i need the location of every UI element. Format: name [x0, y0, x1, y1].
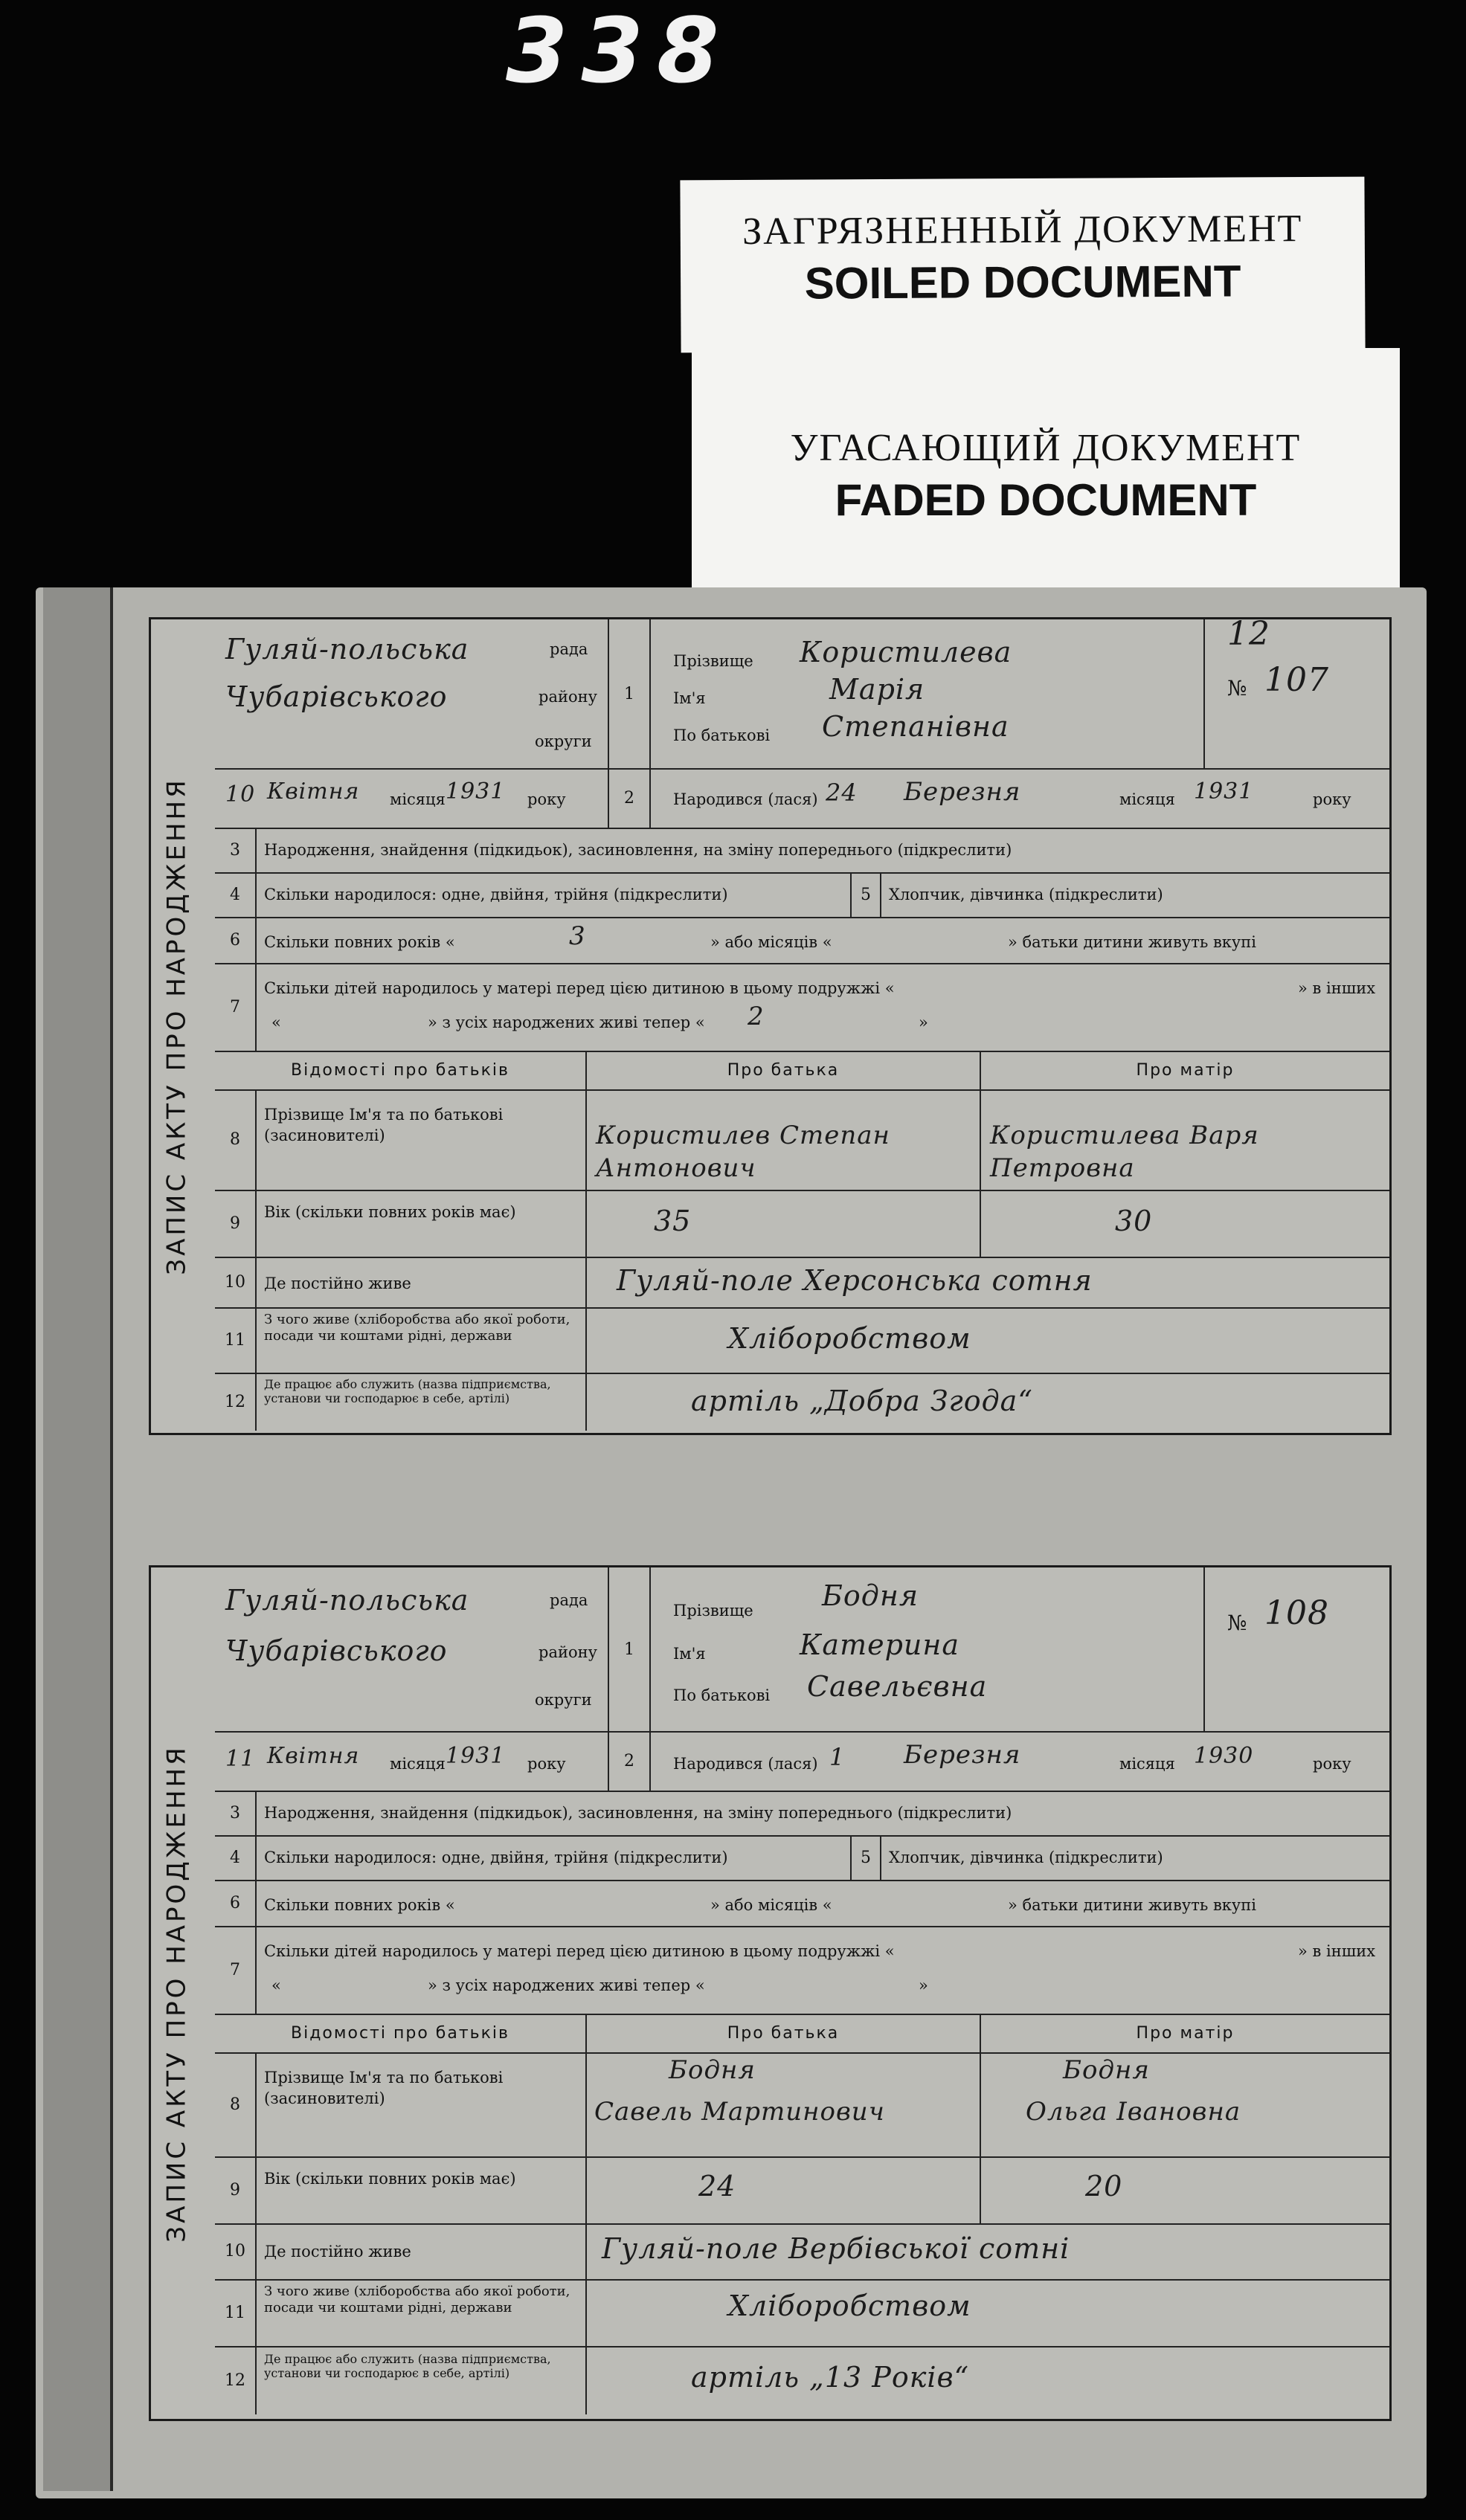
birth-type-text: Народження, знайдення (підкидьок), засиновлення, на зміну попереднього (підкреслити) [264, 841, 1012, 859]
registration-date-row [215, 1731, 1389, 1792]
name-label: Ім'я [673, 689, 706, 707]
month-label: місяця [390, 1755, 446, 1773]
parent-age-label: Вік (скільки повних років має) [257, 1190, 587, 1257]
rada-label: рада [550, 640, 588, 658]
parents-header-row [215, 1051, 1389, 1091]
field-number-9: 9 [215, 2156, 257, 2223]
multiplicity-text: Скільки народилося: одне, двійня, трійня (підкреслити) [257, 1835, 852, 1880]
field-number-7: 7 [215, 1926, 257, 2014]
field-number-2: 2 [609, 1731, 651, 1791]
row-10 [215, 1257, 1389, 1309]
surname-value: Бодня [822, 1579, 919, 1612]
row-4-5 [215, 1835, 1389, 1881]
surname-value: Користилева [800, 636, 1012, 668]
field-number-2: 2 [609, 768, 651, 828]
raion-label: району [539, 688, 597, 706]
father-header: Про батька [587, 1051, 981, 1089]
mother-header: Про матір [1136, 1060, 1235, 1080]
row7-text-c: « [271, 1014, 281, 1031]
field-number-5: 5 [852, 872, 881, 917]
okrug-label: округи [535, 1691, 592, 1709]
reg-year: 1931 [446, 779, 506, 805]
row7-text-a: Скільки дітей народилось у матері перед цією дитиною в цьому подружжі « [264, 1942, 895, 1960]
field-number-11: 11 [215, 1307, 257, 1373]
field-number-4: 4 [215, 872, 257, 917]
row6-text-b: » або місяців « [710, 933, 832, 951]
born-label: Народився (лася) [673, 1755, 818, 1773]
registration-date-cell [215, 768, 609, 828]
residence-label: Де постійно живе [257, 2223, 587, 2279]
number-label: № [1227, 1611, 1247, 1635]
row-7 [215, 1926, 1389, 2015]
row-10 [215, 2223, 1389, 2281]
year-label: року [527, 790, 566, 808]
row-11 [215, 1307, 1389, 1374]
row7-text-c: « [271, 1976, 281, 1994]
parent-names-label: Прізвище Ім'я та по батькові (засиновителі) [257, 1089, 587, 1190]
record-number-cell [1205, 619, 1389, 768]
year-label: року [527, 1755, 566, 1773]
rada-label: рада [550, 1591, 588, 1609]
row-12 [215, 1373, 1389, 1431]
workplace-label: Де працює або служить (назва підприємства, установи чи господарює в себе, артілі) [257, 1373, 587, 1431]
years-together-cell [257, 917, 1389, 963]
father-age: 35 [587, 1190, 981, 1257]
father-name: Користилев Степан Антонович [587, 1089, 981, 1190]
workplace-value: артіль „Добра Згода“ [691, 1385, 1033, 1417]
record-number: 108 [1264, 1594, 1329, 1632]
raion-label: району [539, 1643, 597, 1661]
child-name-cell [651, 619, 1205, 768]
mother-name: Користилева Варя Петровна [990, 1121, 1259, 1184]
residence-value: Гуляй-поле Вербівської сотні [602, 2232, 1070, 2265]
soiled-label-ru: ЗАГРЯЗНЕННЫЙ ДОКУМЕНТ [742, 207, 1303, 253]
row-6 [215, 1880, 1389, 1927]
faded-document-label [692, 348, 1400, 593]
record-number: 107 [1264, 661, 1329, 699]
birth-day: 24 [826, 779, 858, 807]
field-number-9: 9 [215, 1190, 257, 1257]
record-number-cell [1205, 1567, 1389, 1731]
field-number-6: 6 [215, 917, 257, 963]
record-header-row [215, 1567, 1389, 1733]
row-12 [215, 2346, 1389, 2414]
rada-value: Гуляй-польська [225, 1584, 469, 1617]
row7-text-e: » [919, 1976, 928, 1994]
field-number-10: 10 [215, 2223, 257, 2279]
children-count-cell [257, 1926, 1389, 2014]
mother-name-cell [981, 2052, 1389, 2156]
row6-text-c: » батьки дитини живуть вкупі [1008, 1896, 1256, 1914]
mother-name: Ольга Івановна [1026, 2097, 1241, 2127]
field-number-1: 1 [609, 1567, 651, 1731]
patronymic-value: Степанівна [822, 710, 1009, 743]
row7-text-d: » з усіх народжених живі тепер « [428, 1976, 705, 1994]
name-label: Ім'я [673, 1645, 706, 1663]
name-value: Марія [829, 673, 925, 706]
birth-date-cell [651, 768, 1389, 828]
reg-day: 10 [225, 782, 256, 808]
month-label: місяця [1119, 790, 1175, 808]
row7-text-b: » в інших [1298, 979, 1376, 997]
parent-names-label: Прізвище Ім'я та по батькові (засиновителі) [257, 2052, 587, 2156]
father-surname: Бодня [669, 2055, 756, 2085]
name-value: Катерина [800, 1628, 960, 1661]
row-8 [215, 2052, 1389, 2158]
okrug-label: округи [535, 732, 592, 750]
row7-text-a: Скільки дітей народилось у матері перед цією дитиною в цьому подружжі « [264, 979, 895, 997]
record-vertical-title: ЗАПИС АКТУ ПРО НАРОДЖЕННЯ [162, 1744, 193, 2243]
birth-date-cell [651, 1731, 1389, 1791]
parents-header: Відомості про батьків [215, 1051, 587, 1089]
father-name: Савель Мартинович [594, 2097, 885, 2127]
birth-day: 1 [829, 1743, 846, 1771]
faded-label-en: FADED DOCUMENT [835, 475, 1257, 525]
row7-text-b: » в інших [1298, 1942, 1376, 1960]
registration-date-row [215, 768, 1389, 829]
field-number-3: 3 [215, 1791, 257, 1835]
record-vertical-title: ЗАПИС АКТУ ПРО НАРОДЖЕННЯ [162, 777, 193, 1275]
years-together-cell [257, 1880, 1389, 1926]
children-living-value: 2 [748, 1002, 765, 1031]
month-label: місяця [390, 790, 446, 808]
year-label: року [1313, 1755, 1351, 1773]
row-9 [215, 1190, 1389, 1258]
surname-label: Прізвище [673, 1602, 753, 1620]
raion-value: Чубарівського [225, 1634, 448, 1667]
field-number-7: 7 [215, 963, 257, 1051]
record-header-row [215, 619, 1389, 770]
birth-year: 1931 [1194, 779, 1254, 805]
row6-text-a: Скільки повних років « [264, 933, 455, 951]
field-number-6: 6 [215, 1880, 257, 1926]
sex-text: Хлопчик, дівчинка (підкреслити) [889, 886, 1163, 903]
workplace-value: артіль „13 Років“ [691, 2361, 970, 2394]
soiled-document-label [680, 177, 1365, 353]
livelihood-value: Хліборобством [728, 1322, 971, 1355]
faded-label-ru: УГАСАЮЩИЙ ДОКУМЕНТ [790, 427, 1302, 469]
field-number-4: 4 [215, 1835, 257, 1880]
row-9 [215, 2156, 1389, 2225]
patronymic-label: По батькові [673, 1686, 771, 1704]
row6-text-b: » або місяців « [710, 1896, 832, 1914]
reg-day: 11 [225, 1746, 256, 1772]
father-name-cell [587, 2052, 981, 2156]
residence-value: Гуляй-поле Херсонська сотня [617, 1264, 1093, 1297]
field-number-12: 12 [215, 2346, 257, 2414]
patronymic-label: По батькові [673, 726, 771, 744]
registry-office-cell [215, 619, 609, 768]
father-header: Про батька [587, 2014, 981, 2052]
row-3 [215, 1791, 1389, 1837]
child-name-cell [651, 1567, 1205, 1731]
livelihood-value: Хліборобством [728, 2289, 971, 2322]
mother-age: 20 [1085, 2170, 1123, 2202]
reg-month: Квітня [267, 779, 360, 805]
birth-month: Березня [904, 1740, 1021, 1770]
registry-office-cell [215, 1567, 609, 1731]
years-together-value: 3 [569, 921, 586, 951]
field-number-5: 5 [852, 1835, 881, 1880]
father-age: 24 [587, 2156, 981, 2223]
reg-month: Квітня [267, 1743, 360, 1769]
parents-header: Відомості про батьків [215, 2014, 587, 2052]
row-7 [215, 963, 1389, 1052]
workplace-label: Де працює або служить (назва підприємства, установи чи господарює в себе, артілі) [257, 2346, 587, 2414]
mother-surname: Бодня [1063, 2055, 1150, 2085]
residence-label: Де постійно живе [257, 1257, 587, 1307]
raion-value: Чубарівського [225, 680, 448, 713]
surname-label: Прізвище [673, 652, 753, 670]
frame-number: 338 [506, 0, 733, 103]
birth-month: Березня [904, 777, 1021, 807]
field-number-10: 10 [215, 1257, 257, 1307]
rada-value: Гуляй-польська [225, 633, 469, 666]
patronymic-value: Савельєвна [807, 1670, 988, 1703]
reg-year: 1931 [446, 1743, 506, 1769]
birth-record-107 [149, 617, 1392, 1435]
field-number-8: 8 [215, 2052, 257, 2156]
month-label: місяця [1119, 1755, 1175, 1773]
children-count-cell [257, 963, 1389, 1051]
field-number-12: 12 [215, 1373, 257, 1431]
corner-mark: 12 [1227, 619, 1270, 653]
field-number-11: 11 [215, 2279, 257, 2346]
birth-year: 1930 [1194, 1743, 1254, 1769]
field-number-8: 8 [215, 1089, 257, 1190]
livelihood-label: З чого живе (хліборобства або якої роботи, посади чи коштами рідні, держави [257, 2279, 587, 2346]
soiled-label-en: SOILED DOCUMENT [804, 256, 1241, 309]
parent-age-label: Вік (скільки повних років має) [257, 2156, 587, 2223]
row-11 [215, 2279, 1389, 2347]
year-label: року [1313, 790, 1351, 808]
mother-age: 30 [1115, 1205, 1153, 1237]
number-label: № [1227, 676, 1247, 700]
livelihood-label: З чого живе (хліборобства або якої роботи, посади чи коштами рідні, держави [257, 1307, 587, 1373]
field-number-3: 3 [215, 828, 257, 872]
sex-text: Хлопчик, дівчинка (підкреслити) [889, 1849, 1163, 1866]
field-number-1: 1 [609, 619, 651, 768]
row7-text-d: » з усіх народжених живі тепер « [428, 1014, 705, 1031]
parents-header-row [215, 2014, 1389, 2054]
birth-type-text: Народження, знайдення (підкидьок), засиновлення, на зміну попереднього (підкреслити) [264, 1804, 1012, 1822]
birth-record-108 [149, 1565, 1392, 2421]
book-binding-edge [43, 587, 113, 2491]
row-4-5 [215, 872, 1389, 918]
row-6 [215, 917, 1389, 964]
row-8 [215, 1089, 1389, 1191]
registration-date-cell [215, 1731, 609, 1791]
row6-text-c: » батьки дитини живуть вкупі [1008, 933, 1256, 951]
row7-text-e: » [919, 1014, 928, 1031]
multiplicity-text: Скільки народилося: одне, двійня, трійня (підкреслити) [257, 872, 852, 917]
row-3 [215, 828, 1389, 874]
born-label: Народився (лася) [673, 790, 818, 808]
row6-text-a: Скільки повних років « [264, 1896, 455, 1914]
mother-header: Про матір [1136, 2023, 1235, 2043]
